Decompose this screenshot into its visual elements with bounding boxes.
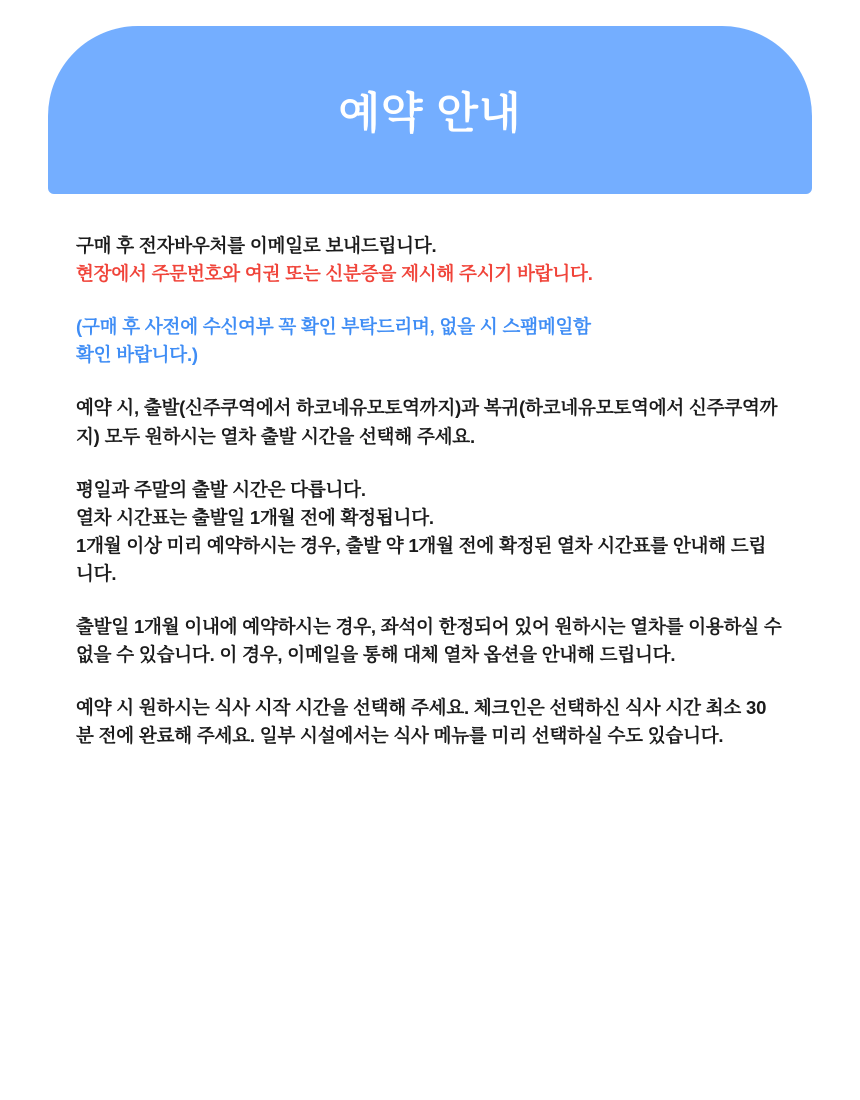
meal-time-text: 예약 시 원하시는 식사 시작 시간을 선택해 주세요. 체크인은 선택하신 식사 시간 최소 30분 전에 완료해 주세요. 일부 시설에서는 식사 메뉴를 미리 선택하실 수도 있습니다. [76, 697, 767, 747]
notice-block-seat-availability [76, 613, 782, 669]
page-title: 예약 안내 [338, 90, 522, 139]
notice-block-departure-selection [76, 394, 782, 450]
timetable-line-1: 평일과 주말의 출발 시간은 다릅니다. [76, 478, 366, 500]
timetable-line-2: 열차 시간표는 출발일 1개월 전에 확정됩니다. [76, 506, 434, 528]
seat-availability-text: 출발일 1개월 이내에 예약하시는 경우, 좌석이 한정되어 있어 원하시는 열차를 이용하실 수 없을 수 있습니다. 이 경우, 이메일을 통해 대체 열차 옵션을 안내해 드립니다. [76, 616, 782, 666]
notice-block-voucher [76, 232, 782, 288]
guide-content [76, 232, 782, 751]
departure-selection-text: 예약 시, 출발(신주쿠역에서 하코네유모토역까지)과 복귀(하코네유모토역에서 신주쿠역까지) 모두 원하시는 열차 출발 시간을 선택해 주세요. [76, 397, 778, 447]
notice-block-timetable [76, 476, 782, 588]
email-check-line-2: 확인 바랍니다.) [76, 344, 198, 366]
timetable-line-3: 1개월 이상 미리 예약하시는 경우, 출발 약 1개월 전에 확정된 열차 시간표를 안내해 드립니다. [76, 534, 767, 584]
header-banner [48, 26, 812, 194]
notice-block-email-check [76, 313, 782, 369]
email-check-line-1: (구매 후 사전에 수신여부 꼭 확인 부탁드리며, 없을 시 스팸메일함 [76, 316, 591, 338]
voucher-line-1: 구매 후 전자바우처를 이메일로 보내드립니다. [76, 235, 437, 256]
notice-block-meal-time [76, 694, 782, 750]
voucher-line-2-warning: 현장에서 주문번호와 여권 또는 신분증을 제시해 주시기 바랍니다. [76, 263, 593, 285]
